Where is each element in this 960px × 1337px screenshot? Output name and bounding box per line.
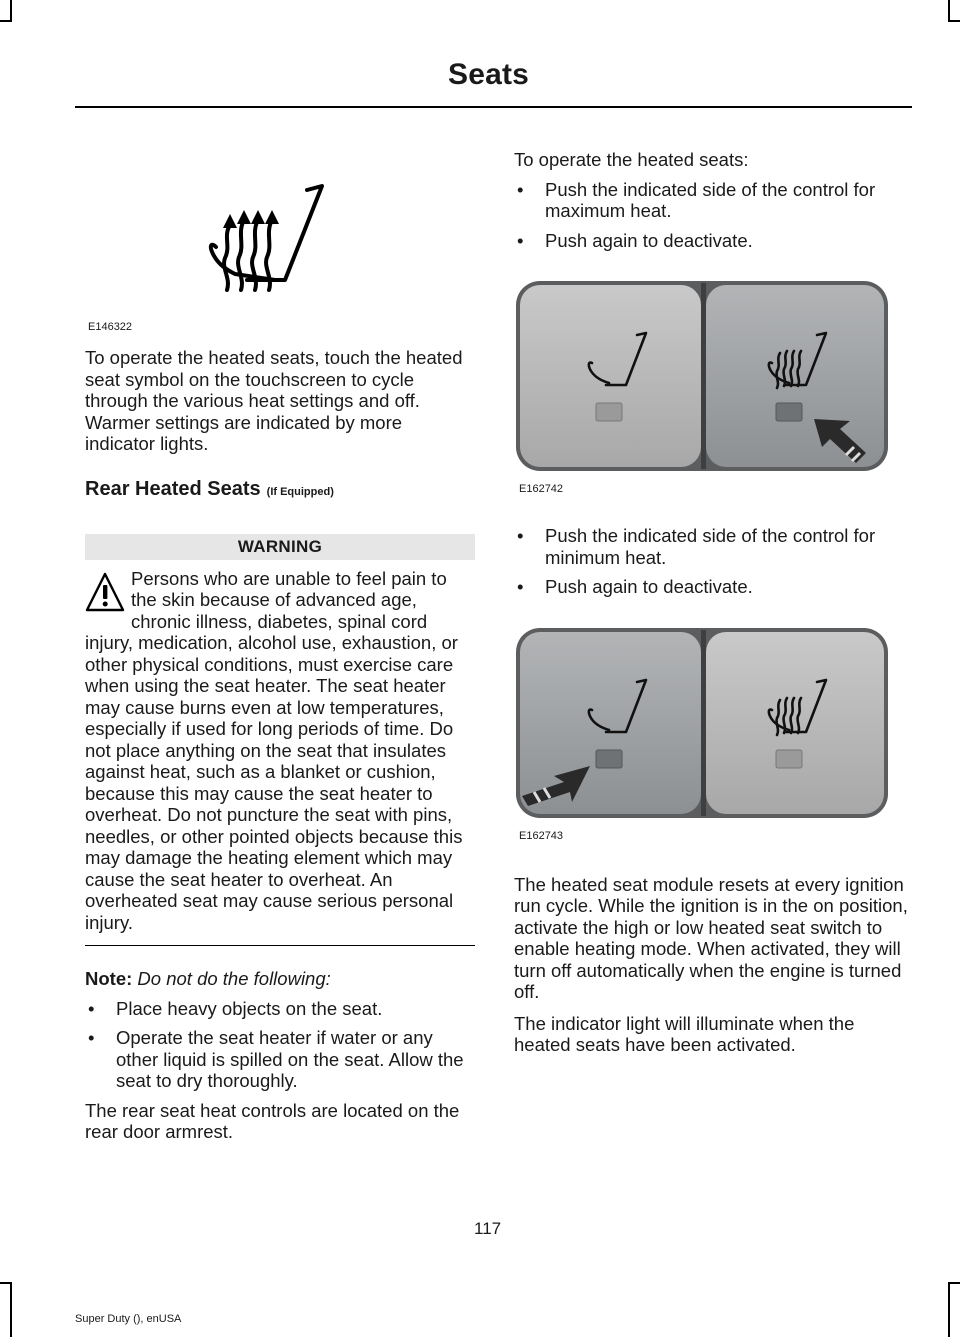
crop-mark [10, 0, 12, 22]
intro-paragraph: To operate the heated seats, touch the heated seat symbol on the touchscreen to cycle through the various heat settings and off. Warmer settings are indicated by more indicator lights. [85, 347, 463, 454]
crop-mark [10, 1282, 12, 1337]
page-title: Seats [448, 58, 530, 91]
figure-label: E162742 [519, 483, 564, 495]
crop-mark [948, 20, 960, 22]
warning-rule [85, 945, 475, 946]
crop-mark [948, 1282, 950, 1337]
crop-mark [0, 1282, 12, 1284]
crop-mark [0, 20, 12, 22]
figure-label: E146322 [88, 321, 133, 333]
list-item: • Push again to deactivate. [514, 576, 909, 598]
document-info: Super Duty (), enUSA [75, 1313, 182, 1325]
list-item: • Push again to deactivate. [514, 230, 909, 252]
warning-box [85, 568, 475, 934]
note-label: Note: [85, 968, 133, 989]
min-heat-list [514, 525, 909, 598]
list-item: • Push the indicated side of the control for minimum heat. [514, 525, 909, 568]
list-item: • Place heavy objects on the seat. [85, 998, 475, 1020]
seat-control-panel [514, 279, 890, 473]
crop-mark [948, 0, 950, 22]
page-number: 117 [474, 1219, 502, 1238]
figure-label: E162743 [519, 829, 564, 842]
crop-mark [948, 1282, 960, 1284]
warning-text: Persons who are unable to feel pain to the skin because of advanced age, chronic illness, diabetes, spinal cord injury, medication, alcohol use, exhaustion, or other physical conditions, must exercise care when using the seat heater. The seat heater may cause burns even at low temperatures, especially if used for long periods of time. Do not place anything on the seat that insulates against heat, such as a blanket or cushion, because this may cause the seat heater to overheat. Do not puncture the seat with pins, needles, or other pointed objects because this may damage the heating element which may cause the seat heater to overheat. An overheated seat may cause serious personal injury. [85, 567, 463, 933]
note-text: Do not do the following: [137, 968, 331, 989]
list-item: • Push the indicated side of the control for maximum heat. [514, 179, 909, 222]
section-heading [85, 477, 475, 504]
left-column [85, 128, 475, 1143]
figure-control-max [514, 279, 909, 509]
heading-text: Rear Heated Seats [85, 477, 261, 500]
seat-control-panel [514, 626, 890, 820]
warning-triangle-icon [85, 570, 125, 614]
max-heat-list [514, 179, 909, 252]
right-column [514, 128, 909, 1056]
right-intro: To operate the heated seats: [514, 149, 749, 170]
figure-heated-seat-symbol [85, 128, 475, 333]
reset-paragraph: The heated seat module resets at every ignition run cycle. While the ignition is in the on position, activate the high or low heated seat switch to enable heating mode. When activated, they will turn off automatically when the engine is turned off. [514, 873, 908, 1002]
heading-note: (If Equipped) [266, 485, 334, 498]
indicator-paragraph: The indicator light will illuminate when the heated seats have been activated. [514, 1012, 855, 1055]
note [85, 968, 475, 990]
list-item: • Operate the seat heater if water or any other liquid is spilled on the seat. Allow the seat to dry thoroughly. [85, 1027, 475, 1092]
outro-paragraph: The rear seat heat controls are located on the rear door armrest. [85, 1099, 460, 1142]
figure-control-min [514, 626, 909, 856]
heated-seat-icon [85, 128, 475, 308]
warning-title: WARNING [85, 534, 475, 560]
header-rule [75, 106, 912, 108]
note-list [85, 998, 475, 1092]
